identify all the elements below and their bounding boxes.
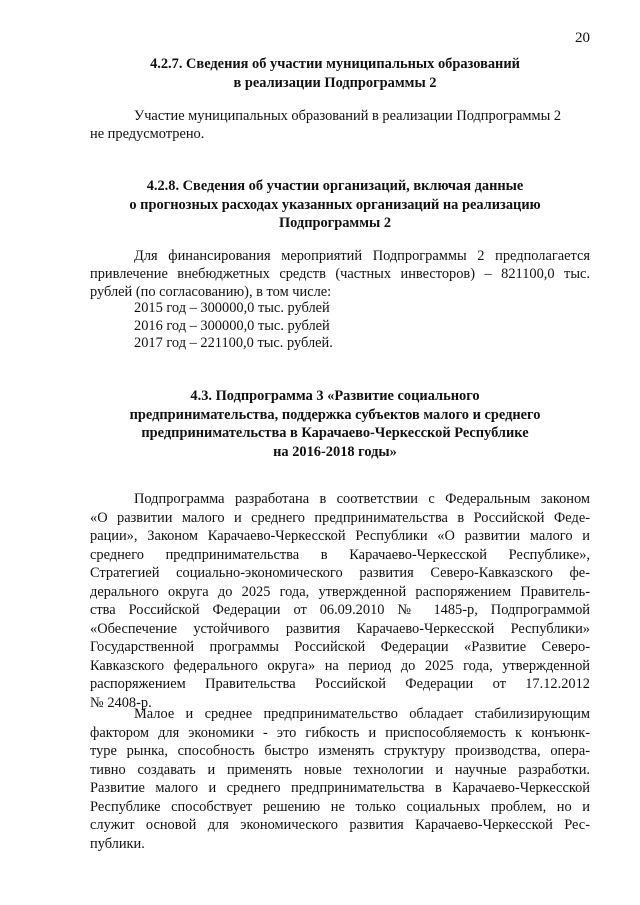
paragraph-line: служит основой для экономического развития Карачаево-Черкесской Рес- bbox=[90, 817, 590, 833]
s428-text-line-2 bbox=[90, 265, 590, 284]
s427-text-line-2: не предусмотрено. bbox=[90, 126, 205, 142]
heading-line: о прогнозных расходах указанных организаций на реализацию bbox=[129, 196, 541, 213]
paragraph-line: Малое и среднее предпринимательство обладает стабилизирующим bbox=[134, 706, 590, 722]
s43-paragraph-1 bbox=[90, 490, 590, 712]
heading-line: 4.3. Подпрограмма 3 «Развитие социального bbox=[190, 388, 480, 404]
paragraph-line: среднего предпринимательства в Карачаево-Черкесской Республике», bbox=[90, 546, 590, 563]
s428-text-line-3: рублей (по согласованию), в том числе: bbox=[90, 284, 332, 300]
paragraph-line: «Обеспечение устойчивого развития Карачаево-Черкесской Республики» bbox=[90, 620, 590, 637]
s428-text-line-1 bbox=[134, 247, 590, 266]
paragraph-line: распоряжением Правительства Российской Федерации от 17.12.2012 bbox=[90, 676, 590, 692]
text-line: Для финансирования мероприятий Подпрограммы 2 предполагается bbox=[134, 248, 590, 264]
section-4-3-heading bbox=[90, 387, 580, 461]
s43-paragraph-2 bbox=[90, 705, 590, 853]
s427-text-line-1: Участие муниципальных образований в реализации Подпрограммы 2 bbox=[134, 108, 562, 124]
heading-line: 4.2.8. Сведения об участии организаций, включая данные bbox=[146, 178, 524, 194]
section-4-2-7-heading bbox=[90, 55, 580, 92]
paragraph-line: публики. bbox=[90, 835, 145, 852]
paragraph-line: Республике способствует решению не только социальных проблем, но и bbox=[90, 798, 590, 815]
paragraph-line: Подпрограмма разработана в соответствии с Федеральным законом bbox=[134, 491, 590, 507]
paragraph-line: Стратегией социально-экономического развития Северо-Кавказского фе- bbox=[90, 565, 590, 581]
heading-line: в реализации Подпрограммы 2 bbox=[233, 74, 437, 91]
paragraph-line: тивно создавать и применять новые технологии и научные разработки. bbox=[90, 761, 590, 778]
paragraph-line: фактором для экономики - это гибкость и приспособляемость к конъюнк- bbox=[90, 724, 590, 741]
year-2016-line: 2016 год – 300000,0 тыс. рублей bbox=[134, 318, 330, 334]
heading-line: 4.2.7. Сведения об участии муниципальных образований bbox=[150, 56, 520, 72]
heading-line: Подпрограммы 2 bbox=[278, 215, 392, 231]
paragraph-line: Развитие малого и среднего предпринимательства в Карачаево-Черкесской bbox=[90, 780, 590, 796]
paragraph-line: № 2408-р. bbox=[90, 694, 152, 711]
paragraph-line: Государственной программы Российской Федерации «Развитие Северо- bbox=[90, 639, 590, 655]
year-2017-line: 2017 год – 221100,0 тыс. рублей. bbox=[134, 335, 333, 351]
heading-line: на 2016-2018 годы» bbox=[273, 443, 397, 460]
year-2015-line: 2015 год – 300000,0 тыс. рублей bbox=[134, 300, 330, 316]
paragraph-line: ства Российской Федерации от 06.09.2010 № 1485-р, Подпрограммой bbox=[90, 602, 590, 618]
paragraph-line: рации», Законом Карачаево-Черкесской Республики «О развитии малого и bbox=[90, 528, 590, 544]
section-4-2-8-heading bbox=[90, 177, 580, 233]
paragraph-line: дерального округа до 2025 года, утвержденной распоряжением Правитель- bbox=[90, 583, 590, 600]
text-line: привлечение внебюджетных средств (частных инвесторов) – 821100,0 тыс. bbox=[90, 266, 590, 282]
paragraph-line: «О развитии малого и среднего предпринимательства в Российской Феде- bbox=[90, 509, 590, 526]
paragraph-line: Кавказского федерального округа» на период до 2025 года, утвержденной bbox=[90, 657, 590, 674]
heading-line: предпринимательства в Карачаево-Черкесской Республике bbox=[141, 425, 529, 441]
heading-line: предпринимательства, поддержка субъектов малого и среднего bbox=[129, 406, 541, 423]
page-number: 20 bbox=[575, 30, 590, 46]
paragraph-line: туре рынка, способность быстро изменять структуру производства, опера- bbox=[90, 743, 590, 759]
